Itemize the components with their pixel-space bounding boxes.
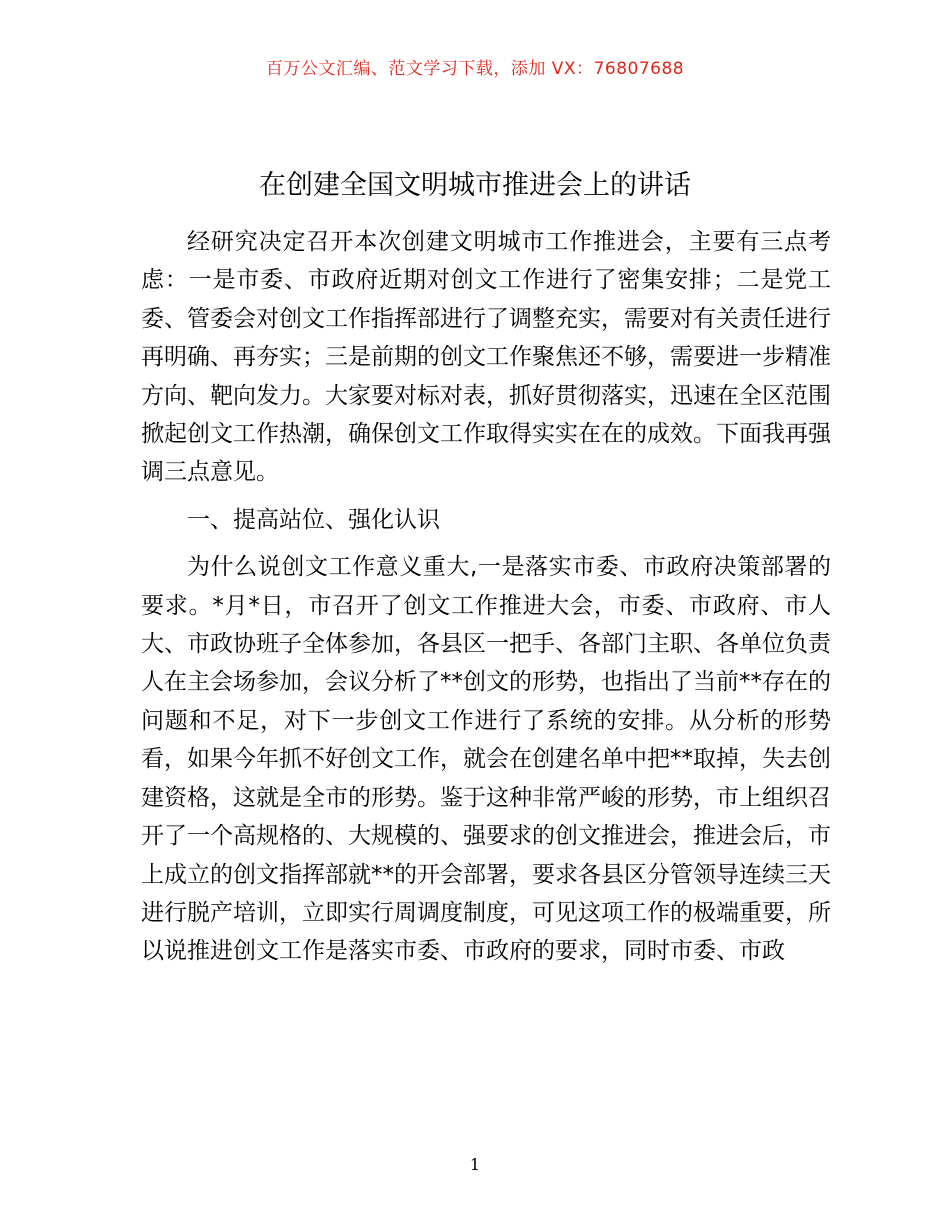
header-banner: 百万公文汇编、范文学习下载，添加 VX：76807688 <box>265 59 685 79</box>
document-body <box>141 223 831 971</box>
section-paragraph: 为什么说创文工作意义重大,一是落实市委、市政府决策部署的要求。*月*日，市召开了创文工作推进大会，市委、市政府、市人大、市政协班子全体参加，各县区一把手、各部门主职、各单位负责人在主会场参加，会议分析了**创文的形势，也指出了当前**存在的问题和不足，对下一步创文工作进行了系统的安排。从分析的形势看，如果今年抓不好创文工作，就会在创建名单中把**取掉，失去创建资格，这就是全市的形势。鉴于这种非常严峻的形势，市上组织召开了一个高规格的、大规模的、强要求的创文推进会，推进会后，市上成立的创文指挥部就**的开会部署，要求各县区分管领导连续三天进行脱产培训，立即实行周调度制度，可见这项工作的极端重要，所以说推进创文工作是落实市委、市政府的要求，同时市委、市政 <box>141 554 831 965</box>
page-title: 在创建全国文明城市推进会上的讲话 <box>259 170 691 201</box>
section-heading: 一、提高站位、强化认识 <box>187 506 440 533</box>
page-number: 1 <box>469 1155 481 1174</box>
intro-paragraph: 经研究决定召开本次创建文明城市工作推进会，主要有三点考虑：一是市委、市政府近期对创文工作进行了密集安排；二是党工委、管委会对创文工作指挥部进行了调整充实，需要对有关责任进行再明确、再夯实；三是前期的创文工作聚焦还不够，需要进一步精准方向、靶向发力。大家要对标对表，抓好贯彻落实，迅速在全区范围掀起创文工作热潮，确保创文工作取得实实在在的成效。下面我再强调三点意见。 <box>141 229 831 486</box>
